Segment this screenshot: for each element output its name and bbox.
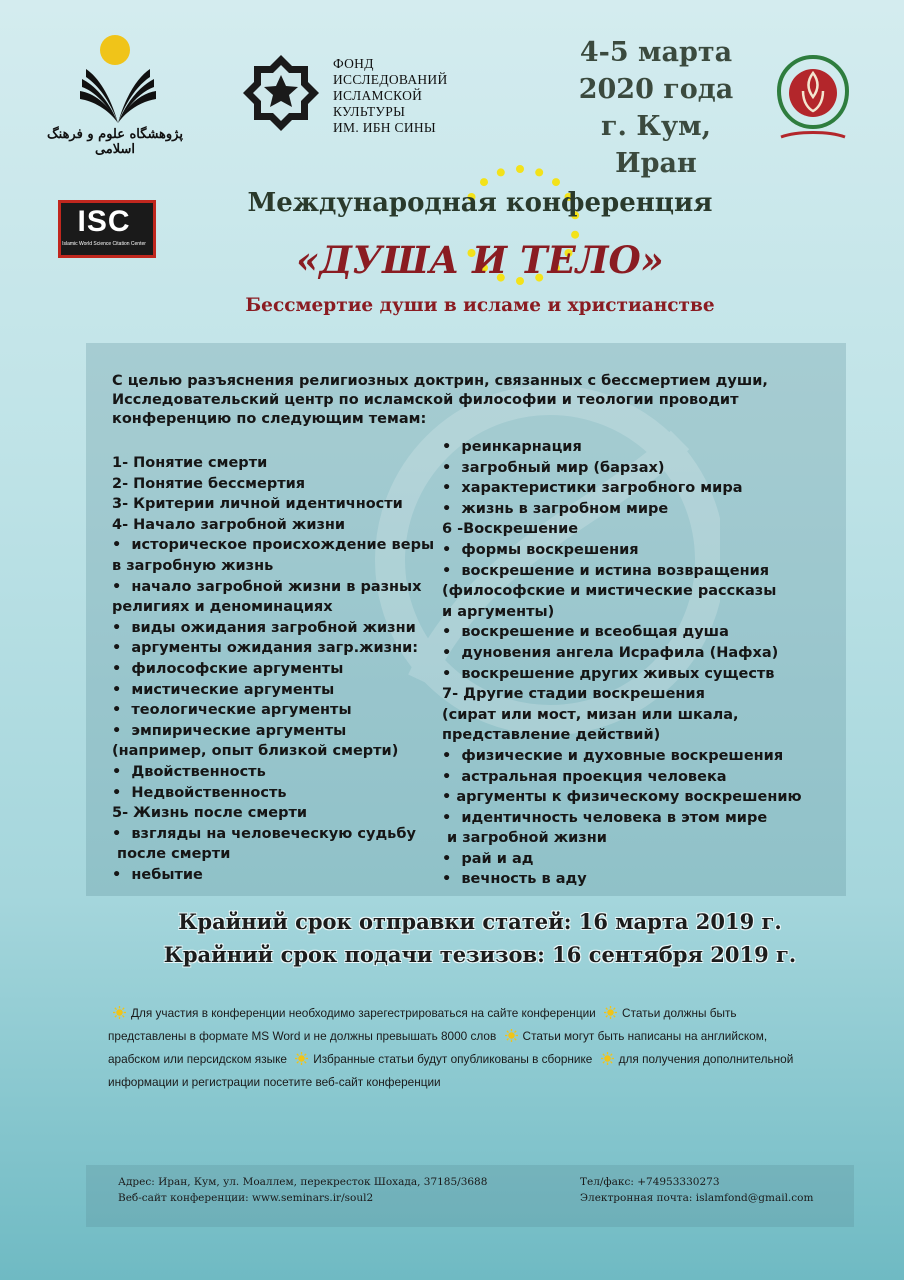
isc-logo (58, 200, 156, 258)
footer-address: Адрес: Иран, Кум, ул. Моаллем, перекресток Шохада, 37185/3688 (118, 1176, 488, 1188)
topics-list-right (442, 437, 812, 890)
fund-line: КУЛЬТУРЫ (333, 104, 406, 119)
topic-item: • вечность в аду (442, 871, 587, 888)
topic-item: 5- Жизнь после смерти (112, 805, 308, 822)
book-logo-icon (78, 63, 158, 125)
topic-item: • виды ожидания загробной жизни (112, 619, 416, 636)
sun-icon (505, 1029, 518, 1042)
topic-item: • философские аргументы (112, 660, 344, 677)
topic-item: • эмпирические аргументы (112, 722, 347, 739)
star-dot (516, 165, 524, 173)
note-text: Статьи должны быть представлены в формате MS Word и не должны превышать 8000 слов (108, 1006, 737, 1043)
topic-item: • реинкарнация (442, 439, 582, 455)
topic-item: • жизнь в загробном мире (442, 500, 669, 517)
topic-item: • теологические аргументы (112, 702, 352, 719)
institute-logo (40, 35, 190, 155)
topic-item: • начало загробной жизни в разных (112, 578, 422, 595)
footer-email[interactable]: Электронная почта: islamfond@gmail.com (580, 1192, 814, 1204)
topic-item: • астральная проекция человека (442, 768, 727, 785)
star-octagon-logo-icon (236, 52, 326, 134)
conference-subtitle: Бессмертие души в исламе и христианстве (245, 295, 715, 316)
topic-item: 6 -Воскрешение (442, 521, 579, 538)
topic-item: • небытие (112, 866, 203, 883)
sun-icon (113, 1006, 126, 1019)
date-line: 2020 года (578, 74, 734, 105)
isc-letters: ISC (77, 205, 131, 238)
topic-item: • взгляды на человеческую судьбу (112, 825, 416, 842)
topic-item: • рай и ад (442, 850, 534, 867)
conference-title: Международная конференция (247, 188, 713, 218)
fund-line: ИМ. ИБН СИНЫ (333, 120, 437, 135)
topic-item: • физические и духовные воскрешения (442, 747, 784, 764)
star-dot (480, 178, 488, 186)
topic-item: • историческое происхождение веры (112, 537, 435, 554)
topic-item: • воскрешение и истина возвращения (442, 562, 770, 579)
star-dot (552, 178, 560, 186)
sun-icon (604, 1006, 617, 1019)
topic-item: • аргументы ожидания загр.жизни: (112, 640, 419, 657)
topic-item: • воскрешение и всеобщая душа (442, 624, 729, 641)
iran-emblem-icon (773, 53, 853, 143)
topic-item: (философские и мистические рассказы (442, 583, 777, 600)
date-line: г. Кум, Иран (600, 111, 712, 179)
note-text: для получения дополнительной информации и регистрации посетите веб-сайт конференции (108, 1052, 794, 1089)
topic-item: в загробную жизнь (112, 557, 274, 574)
topic-item: • идентичность человека в этом мире (442, 809, 768, 826)
footer-phone: Тел/факс: +74953330273 (580, 1176, 720, 1188)
note-text: Для участия в конференции необходимо зарегестрироваться на сайте конференции (131, 1006, 596, 1020)
topic-item: представление действий) (442, 727, 661, 744)
institute-caption: پژوهشگاه علوم و فرهنگ اسلامی (47, 127, 183, 157)
participation-notes (108, 1002, 798, 1094)
topic-item: религиях и деноминациях (112, 599, 333, 616)
star-dot (535, 168, 543, 176)
topic-item: после смерти (112, 846, 231, 863)
topics-list-left (112, 453, 442, 885)
topic-item: • аргументы к физическому воскрешению (442, 789, 802, 806)
conference-name: «ДУША И ТЕЛО» (296, 238, 664, 282)
topic-item: • мистические аргументы (112, 681, 335, 698)
fund-name (333, 56, 448, 136)
isc-subtitle: Islamic World Science Citation Center (62, 241, 146, 247)
fund-line: ИССЛЕДОВАНИЙ (333, 72, 448, 87)
topic-item: • загробный мир (барзах) (442, 459, 665, 476)
topic-item: и загробной жизни (442, 830, 607, 847)
footer-website[interactable]: Веб-сайт конференции: www.seminars.ir/soul2 (118, 1192, 374, 1204)
fund-line: ФОНД (333, 56, 374, 71)
topic-item: и аргументы) (442, 603, 555, 620)
topic-item: 1- Понятие смерти (112, 455, 268, 471)
topic-item: 3- Критерии личной идентичности (112, 496, 403, 513)
topic-item: • формы воскрешения (442, 541, 639, 558)
note-text: Статьи могут быть написаны на английском, арабском или персидском языке (108, 1029, 768, 1066)
topic-item: • воскрешение других живых существ (442, 665, 775, 682)
topic-item: 7- Другие стадии воскрешения (442, 686, 705, 703)
fund-line: ИСЛАМСКОЙ (333, 88, 423, 103)
topic-item: 4- Начало загробной жизни (112, 516, 346, 533)
date-line: 4-5 марта (579, 37, 733, 68)
intro-text: С целью разъяснения религиозных доктрин, связанных с бессмертием души, Исследовательский центр по исламской философии и теологии проводит конференцию по следующим темам: (112, 373, 768, 427)
topic-item: (сират или мост, мизан или шкала, (442, 706, 739, 723)
deadline-abstracts: Крайний срок подачи тезизов: 16 сентября 2019 г. (163, 942, 797, 967)
topic-item: • Двойственность (112, 763, 266, 780)
topic-item: • Недвойственность (112, 784, 287, 801)
note-text: Избранные статьи будут опубликованы в сборнике (313, 1052, 593, 1066)
topic-item: (например, опыт близкой смерти) (112, 743, 399, 760)
topic-item: • характеристики загробного мира (442, 480, 743, 497)
sun-icon (100, 35, 130, 65)
deadline-papers: Крайний срок отправки статей: 16 марта 2019 г. (178, 909, 782, 934)
topic-item: • дуновения ангела Исрафила (Нафха) (442, 644, 779, 661)
sun-icon (295, 1052, 308, 1065)
star-dot (497, 168, 505, 176)
topic-item: 2- Понятие бессмертия (112, 475, 306, 492)
sun-icon (601, 1052, 614, 1065)
